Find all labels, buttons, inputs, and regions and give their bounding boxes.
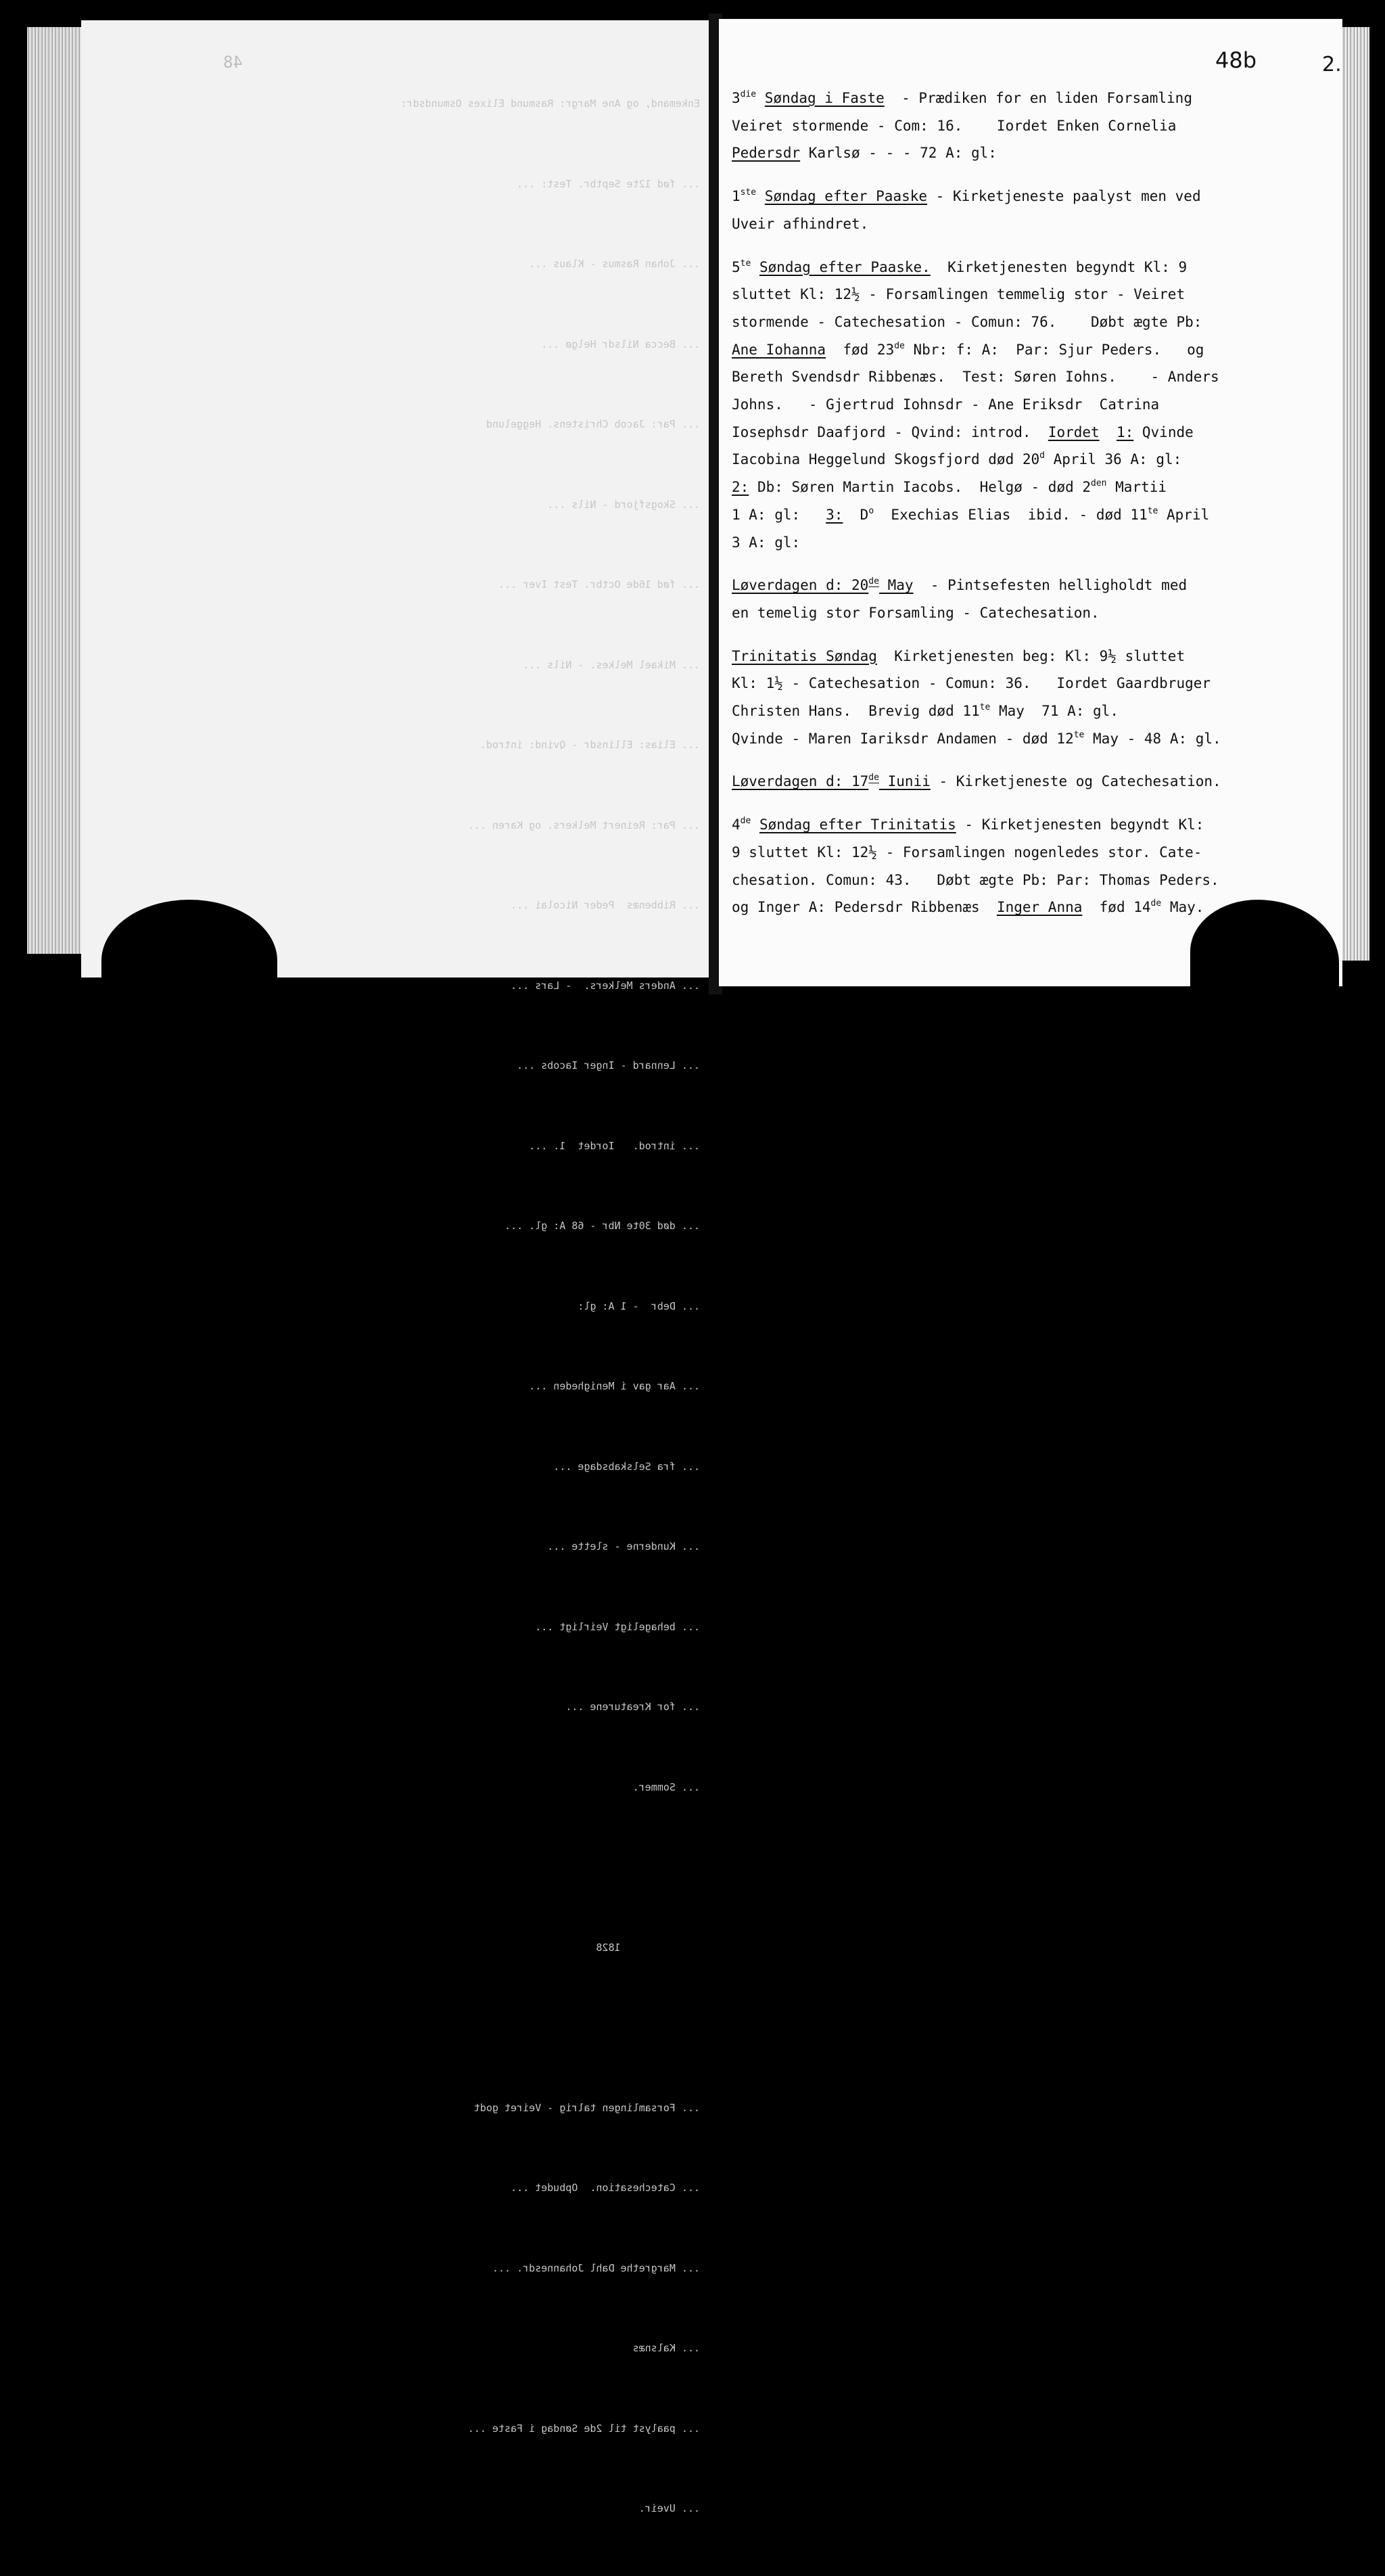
- left-page-number-bleed: 48: [223, 53, 243, 72]
- text-fragment: May.: [1161, 899, 1204, 916]
- superscript-text: de: [740, 816, 751, 827]
- superscript-text: te: [1073, 729, 1085, 740]
- entry-line: [732, 872, 1219, 888]
- superscript-text: o: [868, 505, 874, 516]
- text-fragment: stormende - Catechesation - Comun: 76. Døbt ægte Pb:: [732, 313, 1202, 330]
- text-fragment: Ane Iohanna: [732, 341, 826, 358]
- text-fragment: - Kirketjenesten begyndt Kl:: [956, 816, 1204, 833]
- entry-line: [732, 90, 1192, 106]
- text-fragment: [1100, 424, 1117, 440]
- text-fragment: 2:: [732, 479, 749, 496]
- text-fragment: Qvinde - Maren Iariksdr Andamen - død 12: [732, 730, 1074, 747]
- entry-line: [732, 577, 1187, 593]
- superscript-text: te: [979, 702, 991, 712]
- entry-line: [732, 342, 1204, 358]
- text-fragment: Christen Hans. Brevig død 11: [732, 703, 980, 719]
- text-fragment: Trinitatis Søndag: [732, 647, 877, 664]
- text-fragment: April: [1158, 506, 1210, 523]
- text-fragment: Kl: 1½ - Catechesation - Comun: 36. Iordet Gaardbruger: [732, 675, 1211, 692]
- text-fragment: May: [878, 577, 914, 594]
- text-fragment: Qvinde: [1133, 423, 1194, 440]
- text-fragment: - Kirketjeneste og Catechesation.: [930, 773, 1221, 790]
- entry-line: [732, 899, 1204, 915]
- text-fragment: fød 14: [1082, 899, 1151, 916]
- text-fragment: May - 48 A: gl.: [1084, 730, 1221, 747]
- text-fragment: Søndag i Faste: [764, 90, 885, 106]
- entry-line: [732, 188, 1201, 204]
- text-fragment: D: [843, 506, 869, 523]
- text-fragment: Db: Søren Martin Iacobs. Helgø - død 2: [749, 479, 1091, 496]
- text-fragment: 5: [732, 258, 741, 275]
- text-fragment: Iunii: [878, 773, 931, 790]
- text-fragment: May 71 A: gl.: [990, 703, 1119, 719]
- entry-line: [732, 145, 997, 161]
- text-fragment: Søndag efter Trinitatis: [759, 816, 956, 833]
- text-fragment: Pedersdr: [732, 145, 801, 162]
- text-fragment: Kirketjenesten begyndt Kl: 9: [930, 258, 1188, 275]
- text-fragment: Løverdagen d: 17: [732, 773, 869, 790]
- text-fragment: 3:: [826, 506, 843, 523]
- entry-line: [732, 534, 800, 551]
- superscript-text: d: [1039, 451, 1045, 461]
- entry-line: [732, 507, 1209, 523]
- text-fragment: Karlsø - - - 72 A: gl:: [800, 145, 997, 162]
- entry-line: [732, 675, 1211, 691]
- text-fragment: Veiret stormende - Com: 16. Iordet Enken Cornelia: [732, 117, 1177, 134]
- left-thumb-shadow: [101, 900, 277, 1021]
- text-fragment: Iacobina Heggelund Skogsfjord død 20: [732, 451, 1040, 468]
- text-fragment: [751, 816, 759, 833]
- superscript-text: de: [894, 340, 905, 351]
- text-fragment: [751, 259, 759, 275]
- entry-line: [732, 396, 1159, 413]
- right-page: [719, 19, 1342, 986]
- text-fragment: og Inger A: Pedersdr Ribbenæs: [732, 899, 997, 916]
- text-fragment: 1:: [1116, 423, 1134, 440]
- text-fragment: Nbr: f: A: Par: Sjur Peders. og: [904, 341, 1204, 358]
- entry-line: [732, 118, 1176, 134]
- text-fragment: 3: [732, 90, 741, 106]
- text-fragment: 1: [732, 188, 741, 205]
- text-fragment: - Kirketjeneste paalyst men ved: [927, 188, 1201, 205]
- text-fragment: Bereth Svendsdr Ribbenæs. Test: Søren Iohns. - Anders: [732, 369, 1219, 386]
- text-fragment: chesation. Comun: 43. Døbt ægte Pb: Par: Thomas Peders.: [732, 871, 1219, 888]
- entry-line: [732, 479, 1167, 495]
- entry-line: [732, 648, 1185, 664]
- text-fragment: Kirketjenesten beg: Kl: 9½ sluttet: [876, 647, 1186, 664]
- entry-line: [732, 703, 1119, 719]
- entry-line: [732, 286, 1185, 302]
- right-page-edges: [1342, 27, 1369, 961]
- text-fragment: Johns. - Gjertrud Iohnsdr - Ane Eriksdr Catrina: [732, 396, 1160, 413]
- left-page-bleed-through: Enkemand, og Ane Margr: Rasmund Elixes Osmundsdr: ... fød 12te Septbr. Test: ... ... Johan Rasmus - Klaus ... ... Becca Nilsdr Helgø ... ... Par: Jacob Christens. Heggelund ... Skogsfjord - Nils ... ... fød 16de Octbr. Test Iver ... ... Mikael Melkes. - Nils ... ... Elias: Ellinsdr - Qvind: introd. ... Par: Reinert Melkers. og Karen ... ... Ribbenæs Peder Nicolai ... ... Anders Melkers. - Lars ... ... Lennard - Inger Iacobs ... ... introd. Iordet 1. ... ... død 30te Nbr - 68 A: gl. ... ... Debr - 1 A: gl: ... Aar gav i Menigheden ... ... fra Selskabsdage ... ... Kunderne - slette ... ... behageligt Veirligt ... ... for Kreaturene ... ... Sommer. 1828 ... Forsamlingen talrig - Veiret godt ... Catechesation. Opbudet ... ... Margrethe Dahl Johannesdr. ... ... Kalsnæs ... paalyst til 2de Søndag i Faste ... ... Uveir.: [400, 97, 700, 2514]
- text-fragment: sluttet Kl: 12½ - Forsamlingen temmelig stor - Veiret: [732, 286, 1186, 303]
- entry-line: [732, 605, 1100, 621]
- text-fragment: Løverdagen d: 20: [732, 577, 869, 594]
- entry-line: [732, 731, 1221, 747]
- entry-line: [732, 216, 868, 232]
- text-fragment: - Prædiken for en liden Forsamling: [884, 90, 1192, 106]
- text-fragment: [756, 90, 765, 106]
- text-fragment: Søndag efter Paaske: [764, 188, 928, 205]
- entry-line: [732, 424, 1194, 440]
- superscript-text: den: [1091, 478, 1107, 489]
- entry-line: [732, 773, 1221, 789]
- text-fragment: Søndag efter Paaske.: [759, 258, 931, 275]
- text-fragment: Martii: [1106, 479, 1167, 496]
- text-fragment: Iosephsdr Daafjord - Qvind: introd.: [732, 423, 1048, 440]
- corner-mark: 2.: [1322, 53, 1342, 76]
- entry-line: [732, 314, 1202, 330]
- text-fragment: fød 23: [826, 341, 895, 358]
- superscript-text: ste: [740, 187, 757, 198]
- superscript-text: te: [1147, 505, 1158, 516]
- text-fragment: Uveir afhindret.: [732, 215, 869, 232]
- text-fragment: Iordet: [1048, 423, 1100, 440]
- text-fragment: - Pintsefesten helligholdt med: [913, 577, 1188, 594]
- superscript-text: die: [740, 89, 757, 99]
- entry-line: [732, 816, 1204, 833]
- text-fragment: Exechias Elias ibid. - død 11: [874, 506, 1148, 523]
- text-fragment: Inger Anna: [996, 899, 1083, 916]
- entry-line: [732, 259, 1187, 275]
- entry-line: [732, 451, 1181, 467]
- text-fragment: April 36 A: gl:: [1044, 451, 1182, 468]
- text-fragment: 1 A: gl:: [732, 506, 826, 523]
- text-fragment: 9 sluttet Kl: 12½ - Forsamlingen nogenledes stor. Cate-: [732, 844, 1202, 860]
- text-fragment: 3 A: gl:: [732, 534, 801, 551]
- text-fragment: en temelig stor Forsamling - Catechesation.: [732, 604, 1100, 621]
- page-number: 48b: [1215, 47, 1257, 73]
- entry-line: [732, 844, 1202, 860]
- superscript-text: de: [868, 576, 879, 587]
- superscript-text: de: [1150, 898, 1162, 909]
- superscript-text: de: [868, 773, 879, 783]
- superscript-text: te: [740, 258, 751, 269]
- text-fragment: 4: [732, 816, 741, 833]
- text-fragment: [756, 188, 765, 204]
- entry-line: [732, 369, 1219, 385]
